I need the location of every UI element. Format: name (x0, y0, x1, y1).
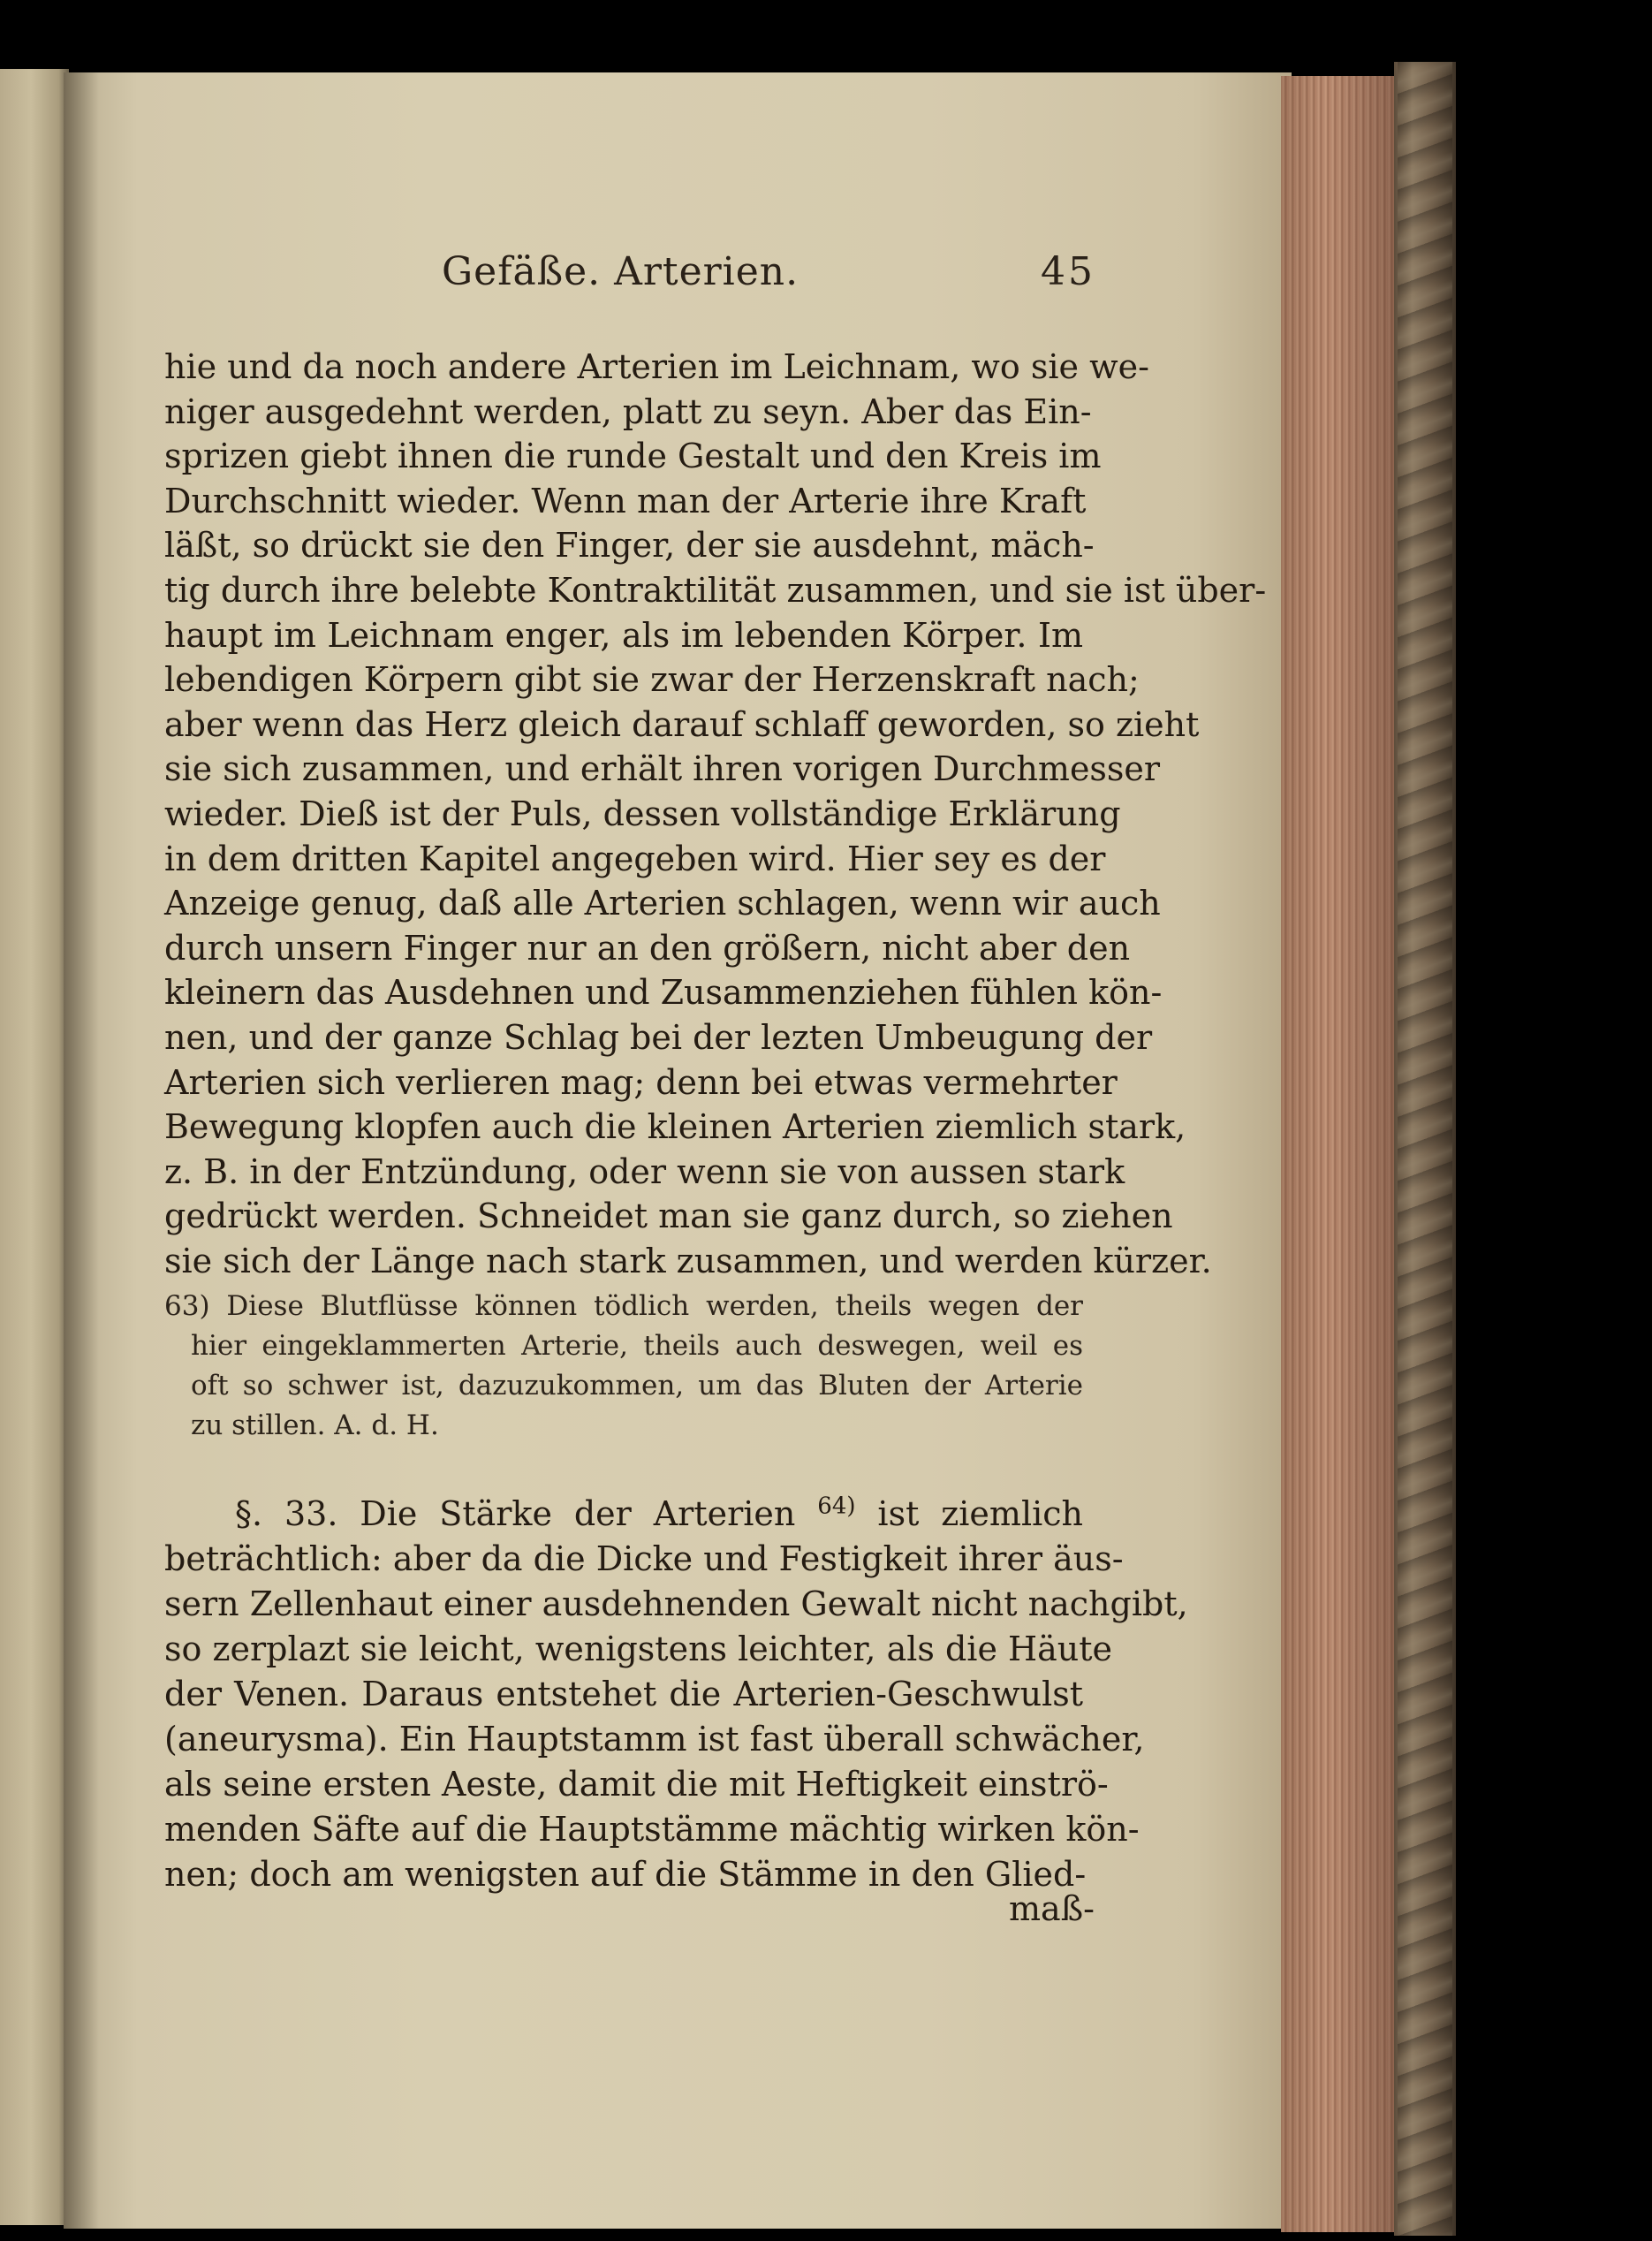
section-paragraph (164, 1492, 1188, 1897)
page-number: 45 (1041, 249, 1095, 294)
footnote-line: hier eingeklammerten Arterie, theils auch deswegen, weil es (191, 1330, 1083, 1362)
previous-page-edge (0, 69, 69, 2225)
text-line: sern Zellenhaut einer ausdehnenden Gewalt nicht nachgibt, (164, 1584, 1188, 1623)
text-line: haupt im Leichnam enger, als im lebenden Körper. Im (164, 615, 1083, 655)
text-line: niger ausgedehnt werden, platt zu seyn. Aber das Ein- (164, 391, 1092, 431)
footnote-line: zu stillen. A. d. H. (191, 1409, 439, 1441)
section-heading-text: §. 33. Die Stärke der Arterien (235, 1494, 796, 1533)
text-line: sie sich zusammen, und erhält ihren vorigen Durchmesser (164, 749, 1161, 789)
footnote-line: 63) Diese Blutflüsse können tödlich werden, theils wegen der (164, 1290, 1083, 1322)
text-line: als seine ersten Aeste, damit die mit Heftigkeit einströ- (164, 1765, 1109, 1804)
text-line: lebendigen Körpern gibt sie zwar der Herzenskraft nach; (164, 660, 1140, 700)
main-paragraph (164, 345, 1267, 1283)
page-header (442, 249, 1095, 302)
text-line: sprizen giebt ihnen die runde Gestalt und den Kreis im (164, 437, 1102, 476)
text-line: der Venen. Daraus entstehet die Arterien-Geschwulst (164, 1675, 1083, 1713)
text-line: beträchtlich: aber da die Dicke und Festigkeit ihrer äus- (164, 1539, 1124, 1578)
footnote-line: oft so schwer ist, dazuzukommen, um das Bluten der Arterie (191, 1370, 1083, 1402)
text-line: hie und da noch andere Arterien im Leichnam, wo sie we- (164, 347, 1149, 386)
text-line: aber wenn das Herz gleich darauf schlaff geworden, so zieht (164, 704, 1200, 744)
page-block-shade (1281, 76, 1396, 2232)
footnote (164, 1287, 1083, 1446)
page-gutter-shadow (64, 72, 99, 2229)
running-title: Gefäße. Arterien. (442, 249, 799, 294)
text-line: gedrückt werden. Schneidet man sie ganz durch, so ziehen (164, 1196, 1173, 1236)
section-first-line-end: ist ziemlich (877, 1494, 1083, 1533)
text-line: läßt, so drückt sie den Finger, der sie ausdehnt, mäch- (164, 526, 1095, 566)
text-line: tig durch ihre belebte Kontraktilität zusammen, und sie ist über- (164, 570, 1267, 610)
text-line: Anzeige genug, daß alle Arterien schlagen, wenn wir auch (164, 884, 1161, 923)
text-line: kleinern das Ausdehnen und Zusammenziehen fühlen kön- (164, 973, 1163, 1013)
text-line: z. B. in der Entzündung, oder wenn sie von aussen stark (164, 1151, 1125, 1191)
text-line: in dem dritten Kapitel angegeben wird. Hier sey es der (164, 839, 1106, 878)
text-line: durch unsern Finger nur an den größern, nicht aber den (164, 928, 1131, 968)
text-line: nen; doch am wenigsten auf die Stämme in den Glied- (164, 1855, 1087, 1894)
text-line: menden Säfte auf die Hauptstämme mächtig wirken kön- (164, 1810, 1140, 1849)
section-first-line (164, 1492, 1083, 1537)
text-line: sie sich der Länge nach stark zusammen, und werden kürzer. (164, 1241, 1212, 1280)
text-line: nen, und der ganze Schlag bei der lezten Umbeugung der (164, 1017, 1153, 1057)
footnote-reference: 64) (817, 1493, 856, 1520)
text-line: Arterien sich verlieren mag; denn bei etwas vermehrter (164, 1062, 1118, 1102)
text-line: Durchschnitt wieder. Wenn man der Arterie ihre Kraft (164, 481, 1087, 520)
text-line: (aneurysma). Ein Hauptstamm ist fast überall schwächer, (164, 1720, 1145, 1759)
cover-marbling (1398, 62, 1452, 2236)
text-line: so zerplazt sie leicht, wenigstens leichter, als die Häute (164, 1629, 1113, 1668)
text-line: Bewegung klopfen auch die kleinen Arterien ziemlich stark, (164, 1107, 1186, 1147)
text-line: wieder. Dieß ist der Puls, dessen vollständige Erklärung (164, 794, 1121, 833)
catchword: maß- (1009, 1889, 1095, 1928)
